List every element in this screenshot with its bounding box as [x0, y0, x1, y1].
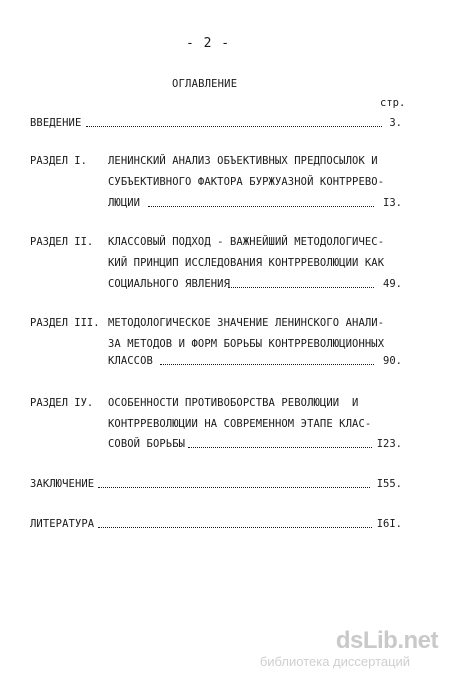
- toc-entry-text: КИЙ ПРИНЦИП ИССЛЕДОВАНИЯ КОНТРРЕВОЛЮЦИИ КАК: [108, 257, 385, 269]
- toc-title: ОГЛАВЛЕНИЕ: [172, 78, 238, 90]
- toc-entry-text: ЗА МЕТОДОВ И ФОРМ БОРЬБЫ КОНТРРЕВОЛЮЦИОННЫХ: [108, 338, 385, 350]
- dot-leader: [228, 287, 374, 288]
- toc-entry-text: ОСОБЕННОСТИ ПРОТИВОБОРСТВА РЕВОЛЮЦИИ И: [108, 397, 359, 409]
- toc-entry-text: СУБЪЕКТИВНОГО ФАКТОРА БУРЖУАЗНОЙ КОНТРРЕВО-: [108, 176, 385, 188]
- toc-entry-text: ЛИТЕРАТУРА: [30, 518, 95, 530]
- toc-entry-text: ЛЕНИНСКИЙ АНАЛИЗ ОБЪЕКТИВНЫХ ПРЕДПОСЫЛОК И: [108, 155, 378, 167]
- toc-entry-text: КЛАССОВЫЙ ПОДХОД - ВАЖНЕЙШИЙ МЕТОДОЛОГИЧЕС-: [108, 236, 385, 248]
- toc-entry-page: I23.: [376, 438, 402, 450]
- toc-entry-page: I55.: [376, 478, 402, 490]
- dot-leader: [188, 447, 372, 448]
- toc-entry-text: ВВЕДЕНИЕ: [30, 117, 82, 129]
- toc-entry-text: КОНТРРЕВОЛЮЦИИ НА СОВРЕМЕННОМ ЭТАПЕ КЛАС-: [108, 418, 372, 430]
- watermark-logo-main: dsLib: [335, 627, 398, 654]
- page-number: - 2 -: [186, 36, 231, 51]
- section-label: РАЗДЕЛ II.: [30, 236, 94, 248]
- watermark-logo-suffix: .net: [397, 627, 438, 654]
- toc-entry-text: ЗАКЛЮЧЕНИЕ: [30, 478, 95, 490]
- watermark-subtitle: библиотека диссертаций: [259, 654, 411, 669]
- watermark-logo: [336, 628, 438, 654]
- dot-leader: [98, 487, 370, 488]
- page-column-header: стр.: [380, 97, 406, 109]
- toc-entry-page: I3.: [383, 197, 402, 209]
- dot-leader: [86, 126, 382, 127]
- toc-entry-page: I6I.: [376, 518, 402, 530]
- toc-entry-page: 3.: [389, 117, 402, 129]
- section-label: РАЗДЕЛ III.: [30, 317, 100, 329]
- toc-entry-text: ЛЮЦИИ: [108, 197, 141, 209]
- toc-entry-text: СОЦИАЛЬНОГО ЯВЛЕНИЯ: [108, 278, 231, 290]
- toc-entry-text: КЛАССОВ: [108, 355, 153, 367]
- section-label: РАЗДЕЛ IУ.: [30, 397, 94, 409]
- dot-leader: [98, 527, 372, 528]
- watermark: [260, 628, 438, 669]
- toc-entry-text: СОВОЙ БОРЬБЫ: [108, 438, 186, 450]
- toc-entry-page: 49.: [383, 278, 402, 290]
- dot-leader: [148, 206, 374, 207]
- toc-entry-text: МЕТОДОЛОГИЧЕСКОЕ ЗНАЧЕНИЕ ЛЕНИНСКОГО АНАЛИ-: [108, 317, 385, 329]
- toc-entry-page: 90.: [383, 355, 402, 367]
- dot-leader: [160, 364, 374, 365]
- section-label: РАЗДЕЛ I.: [30, 155, 87, 167]
